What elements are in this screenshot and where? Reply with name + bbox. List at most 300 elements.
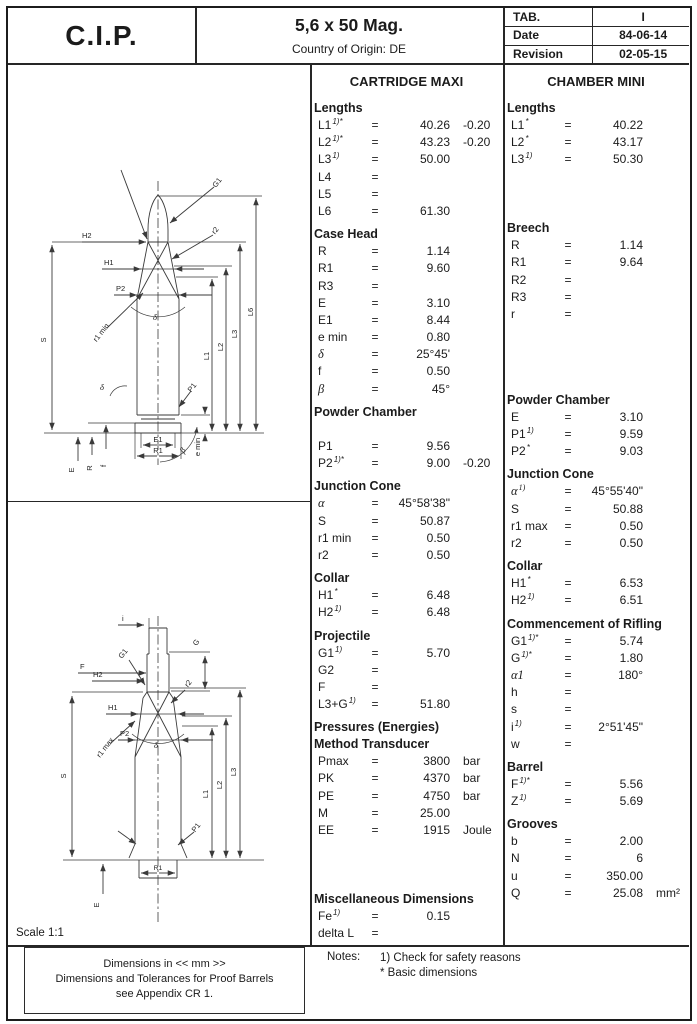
param-value	[384, 186, 450, 203]
spec-row	[310, 908, 503, 925]
equals-sign: =	[371, 697, 379, 712]
dim-label-l2: L2	[215, 780, 224, 790]
param-tolerance-or-unit: mm²	[656, 885, 680, 900]
equals-sign: =	[564, 501, 572, 516]
equals-sign: =	[564, 152, 572, 167]
param-label: $F^{1)*}$	[511, 775, 530, 791]
spec-row	[310, 381, 503, 398]
section-heading: Breech	[507, 221, 550, 236]
param-value: 43.17	[612, 135, 643, 150]
spec-row	[310, 822, 503, 839]
param-label: L4	[318, 169, 332, 184]
param-value: 2°51'45"	[598, 719, 643, 734]
param-label: r1 max	[511, 518, 548, 533]
param-tolerance-or-unit	[450, 203, 503, 220]
param-tolerance-or-unit	[450, 169, 503, 186]
chamber-mini-column	[503, 63, 689, 947]
param-tolerance-or-unit	[643, 501, 689, 518]
dim-label-r2: r2	[182, 678, 194, 689]
equals-sign: =	[371, 805, 379, 820]
equals-sign: =	[371, 588, 379, 603]
param-label: H2$^{1)}$	[318, 604, 342, 620]
dim-label-h1: H1	[104, 258, 114, 267]
cartridge-technical-drawing	[8, 63, 310, 502]
dim-label-r: R	[85, 465, 94, 471]
spec-row	[503, 134, 689, 151]
spec-row	[503, 483, 689, 500]
param-tolerance-or-unit	[643, 736, 689, 753]
equals-sign: =	[371, 513, 379, 528]
spec-row	[503, 306, 689, 323]
equals-sign: =	[371, 347, 379, 362]
spec-row	[310, 421, 503, 438]
param-value: 51.80	[419, 697, 450, 712]
param-tolerance-or-unit	[643, 443, 689, 460]
param-label: R3	[511, 289, 527, 304]
param-value	[577, 289, 643, 306]
dim-label-r2: r2	[209, 225, 221, 236]
param-tolerance-or-unit	[643, 833, 689, 850]
equals-sign: =	[564, 685, 572, 700]
param-tolerance-or-unit	[643, 426, 689, 443]
param-value: 3.10	[619, 409, 643, 424]
equals-sign: =	[564, 702, 572, 717]
param-tolerance-or-unit: -0.20	[463, 118, 491, 132]
param-label: R	[318, 244, 327, 259]
dim-label-beta: β	[177, 445, 188, 455]
param-tolerance-or-unit	[450, 329, 503, 346]
spec-row	[503, 237, 689, 254]
param-value: 180°	[618, 667, 643, 682]
param-value: 9.56	[426, 439, 450, 453]
param-label: M	[318, 805, 328, 820]
spec-row	[503, 650, 689, 667]
param-value: 0.15	[426, 908, 450, 923]
param-tolerance-or-unit	[450, 696, 503, 713]
param-label: $L1^{1)*}$	[318, 117, 343, 132]
equals-sign: =	[564, 794, 572, 809]
param-tolerance-or-unit	[643, 684, 689, 701]
equals-sign: =	[371, 456, 379, 471]
dim-label-r1: R1	[153, 446, 163, 455]
param-value: 1.14	[426, 244, 450, 259]
chamber-sections	[503, 100, 689, 902]
param-label: $L3+G^{1)}$	[318, 696, 356, 712]
section-collar	[503, 558, 689, 609]
dim-label-p2: P2	[116, 284, 126, 293]
param-value: 0.80	[426, 330, 450, 345]
param-label: H1*	[511, 575, 531, 591]
param-tolerance-or-unit: bar	[463, 771, 481, 786]
param-label: P1	[318, 439, 333, 453]
meta-label: Revision	[513, 47, 564, 61]
section-pressures-energies-	[310, 719, 503, 839]
param-label: L3$^{1)}$	[318, 151, 340, 167]
param-value	[384, 421, 450, 438]
param-value: 9.59	[619, 427, 643, 442]
spec-row	[310, 312, 503, 329]
dim-label-delta-base: δ	[100, 382, 104, 392]
param-value: 9.60	[426, 261, 450, 276]
divider	[503, 45, 689, 46]
dim-label-delta: δ	[153, 312, 157, 322]
meta-label: TAB.	[513, 10, 541, 24]
equals-sign: =	[371, 530, 379, 545]
column-title-chamber-mini: CHAMBER MINI	[547, 74, 645, 89]
equals-sign: =	[371, 496, 379, 511]
param-tolerance-or-unit	[643, 306, 689, 323]
param-label: L2*	[511, 134, 529, 150]
section-powder-chamber	[310, 404, 503, 473]
param-tolerance-or-unit: bar	[463, 788, 481, 803]
dim-label-g: G	[190, 637, 202, 648]
spec-row	[503, 701, 689, 718]
section-heading: Powder Chamber	[507, 392, 610, 407]
dimensions-note-line: see Appendix CR 1.	[115, 988, 214, 1000]
param-label: u	[511, 868, 518, 883]
spec-row	[310, 134, 503, 151]
param-tolerance-or-unit	[450, 908, 503, 925]
param-value: 4750	[423, 788, 450, 803]
param-value: 6	[636, 851, 643, 866]
param-value	[384, 925, 450, 942]
equals-sign: =	[564, 427, 572, 442]
equals-sign: =	[564, 255, 572, 270]
equals-sign: =	[371, 244, 379, 259]
equals-sign: =	[564, 776, 572, 791]
section-heading: Powder Chamber	[314, 404, 417, 419]
cartridge-maxi-column	[310, 63, 503, 947]
equals-sign: =	[564, 633, 572, 648]
meta-row-revision	[503, 45, 689, 63]
spec-row	[503, 833, 689, 850]
param-label: δ	[318, 347, 324, 362]
spec-row	[503, 426, 689, 443]
param-tolerance-or-unit	[450, 186, 503, 203]
dim-label-delta: δ	[154, 740, 158, 750]
param-value: 9.03	[619, 444, 643, 459]
equals-sign: =	[564, 272, 572, 287]
equals-sign: =	[564, 851, 572, 866]
dim-label-f: F	[80, 662, 85, 671]
cip-logo: C.I.P.	[65, 19, 138, 51]
spec-row	[503, 518, 689, 535]
param-value: 5.69	[619, 794, 643, 809]
equals-sign: =	[371, 925, 379, 940]
param-value: 25.00	[419, 805, 450, 820]
dim-label-p2: P2	[120, 729, 130, 738]
param-tolerance-or-unit	[643, 592, 689, 609]
param-tolerance-or-unit	[450, 346, 503, 363]
param-value: 8.44	[426, 312, 450, 327]
spec-row	[503, 151, 689, 168]
param-tolerance-or-unit	[643, 701, 689, 718]
equals-sign: =	[371, 261, 379, 276]
param-value: 1.14	[619, 238, 643, 253]
param-tolerance-or-unit	[450, 495, 503, 512]
param-tolerance-or-unit	[450, 604, 503, 621]
spec-row	[503, 443, 689, 460]
section-commencement-of-rifling	[503, 616, 689, 753]
section-heading: Commencement of Rifling	[507, 616, 662, 631]
param-tolerance-or-unit	[643, 850, 689, 867]
dim-label-l3: L3	[229, 767, 238, 777]
meta-label: Date	[513, 28, 540, 42]
section-miscellaneous-dimensions	[310, 891, 503, 942]
param-value	[577, 684, 643, 701]
param-tolerance-or-unit	[450, 363, 503, 380]
param-tolerance-or-unit	[643, 151, 689, 168]
dim-label-g1: G1	[116, 646, 130, 661]
param-value	[384, 662, 450, 679]
section-heading: Projectile	[314, 628, 371, 643]
spec-row	[503, 501, 689, 518]
spec-row	[503, 850, 689, 867]
dim-label-i: i	[122, 614, 124, 623]
param-label: r2	[318, 547, 329, 562]
equals-sign: =	[371, 364, 379, 379]
param-tolerance-or-unit	[643, 535, 689, 552]
dim-label-h2: H2	[82, 231, 92, 240]
dim-label-r1min: r1 min	[91, 321, 111, 344]
section-barrel	[503, 759, 689, 810]
section-heading: Case Head	[314, 227, 378, 242]
spec-row	[503, 736, 689, 753]
param-value: 4370	[423, 771, 450, 786]
param-value: 0.50	[426, 364, 450, 379]
param-tolerance-or-unit	[450, 587, 503, 604]
section-breech	[503, 220, 689, 323]
spec-row	[310, 346, 503, 363]
spec-row	[503, 667, 689, 684]
param-value: 5.74	[619, 633, 643, 648]
param-value: 0.50	[619, 518, 643, 533]
param-value: 50.87	[419, 513, 450, 528]
spec-row	[310, 770, 503, 787]
param-value	[384, 169, 450, 186]
equals-sign: =	[564, 238, 572, 253]
param-value: 25°45'	[416, 347, 450, 362]
dim-label-e: E	[92, 902, 101, 908]
param-label: G2	[318, 662, 335, 677]
param-tolerance-or-unit	[643, 650, 689, 667]
equals-sign: =	[371, 788, 379, 803]
equals-sign: =	[564, 868, 572, 883]
param-tolerance-or-unit	[643, 272, 689, 289]
param-value	[577, 306, 643, 323]
equals-sign: =	[371, 439, 379, 453]
param-value: 40.22	[612, 118, 643, 132]
equals-sign: =	[564, 667, 572, 682]
dim-label-s: S	[39, 337, 48, 343]
param-label	[310, 421, 366, 438]
equals-sign: =	[371, 278, 379, 293]
spec-row	[503, 776, 689, 793]
param-tolerance-or-unit	[643, 254, 689, 271]
param-label: e min	[318, 330, 348, 345]
meta-value: I	[641, 10, 645, 24]
spec-row	[310, 645, 503, 662]
param-tolerance-or-unit	[450, 547, 503, 564]
param-value: 0.50	[619, 536, 643, 551]
equals-sign: =	[564, 306, 572, 321]
param-value: 0.50	[426, 547, 450, 562]
param-tolerance-or-unit	[643, 868, 689, 885]
spec-row	[310, 805, 503, 822]
section-heading: Barrel	[507, 759, 544, 774]
param-value: 6.51	[619, 593, 643, 608]
param-value: 61.30	[419, 203, 450, 218]
spec-row	[503, 719, 689, 736]
dim-label-e1: E1	[153, 435, 163, 444]
spec-row	[310, 203, 503, 220]
param-label: L6	[318, 203, 332, 218]
equals-sign: =	[564, 135, 572, 150]
param-label: H1*	[318, 587, 338, 603]
spec-row	[310, 753, 503, 770]
equals-sign: =	[371, 645, 379, 660]
spec-row	[503, 684, 689, 701]
section-heading: Pressures (Energies)	[314, 720, 440, 735]
equals-sign	[366, 421, 384, 438]
dim-label-l2: L2	[216, 342, 225, 352]
param-label: Q	[511, 885, 521, 900]
param-label: β	[318, 381, 325, 396]
param-tolerance-or-unit	[643, 483, 689, 500]
param-label: S	[511, 501, 520, 516]
equals-sign: =	[564, 409, 572, 424]
param-tolerance-or-unit	[643, 134, 689, 151]
divider	[503, 26, 689, 27]
cartridge-name: 5,6 x 50 Mag.	[295, 15, 403, 35]
param-value: 6.53	[619, 576, 643, 591]
param-tolerance-or-unit	[450, 925, 503, 942]
dim-label-emin: e min	[193, 437, 202, 457]
equals-sign: =	[371, 186, 379, 201]
param-label: L5	[318, 186, 332, 201]
param-tolerance-or-unit	[643, 289, 689, 306]
equals-sign: =	[371, 312, 379, 327]
spec-row	[503, 117, 689, 134]
equals-sign: =	[564, 518, 572, 533]
param-tolerance-or-unit	[643, 237, 689, 254]
param-value: 1915	[423, 823, 450, 837]
param-value	[384, 679, 450, 696]
spec-row	[503, 535, 689, 552]
section-heading: Junction Cone	[507, 467, 594, 482]
param-value	[384, 278, 450, 295]
equals-sign: =	[371, 605, 379, 620]
param-tolerance-or-unit	[643, 518, 689, 535]
equals-sign: =	[371, 679, 379, 694]
param-value	[577, 736, 643, 753]
country-of-origin: Country of Origin: DE	[291, 42, 407, 56]
param-label: Fe$^{1)}$	[318, 907, 341, 923]
dim-label-s: S	[59, 773, 68, 779]
param-tolerance-or-unit	[450, 662, 503, 679]
spec-row	[503, 289, 689, 306]
spec-row	[310, 278, 503, 295]
scale-label: Scale 1:1	[16, 927, 64, 939]
spec-row	[310, 329, 503, 346]
spec-row	[503, 868, 689, 885]
param-tolerance-or-unit	[450, 645, 503, 662]
param-label: N	[511, 851, 520, 866]
param-value: 25.08	[612, 885, 643, 900]
param-label: delta L	[318, 925, 355, 940]
section-heading: Collar	[507, 559, 543, 574]
param-value: 45°	[431, 381, 450, 396]
section-heading: Method Transducer	[314, 737, 430, 752]
dim-label-e: E	[67, 467, 76, 473]
param-tolerance-or-unit	[450, 421, 503, 438]
param-label: E	[511, 409, 520, 424]
equals-sign: =	[371, 754, 379, 769]
param-label: R1	[318, 261, 334, 276]
param-value: 43.23	[419, 135, 450, 150]
section-heading: Miscellaneous Dimensions	[314, 891, 474, 906]
param-label: E1	[318, 312, 333, 327]
param-label: EE	[318, 823, 335, 837]
param-label: s	[511, 702, 517, 717]
param-label: $\alpha^{1)}$	[511, 483, 526, 499]
param-tolerance-or-unit	[450, 312, 503, 329]
param-label: R1	[511, 255, 527, 270]
section-lengths	[503, 100, 689, 169]
column-title-cartridge-maxi: CARTRIDGE MAXI	[349, 74, 464, 89]
spec-row	[310, 696, 503, 713]
note-item: * Basic dimensions	[380, 967, 478, 979]
param-label: G1$^{1)}$	[318, 644, 343, 660]
param-label: PE	[318, 788, 335, 803]
equals-sign: =	[564, 289, 572, 304]
param-label: S	[318, 513, 327, 528]
dim-label-l1: L1	[201, 789, 210, 799]
param-label: P1$^{1)}$	[511, 426, 534, 442]
section-junction-cone	[503, 466, 689, 552]
param-value: 2.00	[619, 834, 643, 849]
equals-sign: =	[371, 203, 379, 218]
equals-sign: =	[371, 771, 379, 786]
spec-row	[310, 117, 503, 134]
param-label: L1*	[511, 117, 529, 132]
param-value: 3800	[423, 754, 450, 769]
spec-row	[503, 254, 689, 271]
cartridge-sections	[310, 100, 503, 942]
section-heading: Lengths	[314, 101, 363, 115]
section-heading: Lengths	[507, 101, 556, 115]
param-tolerance-or-unit	[450, 438, 503, 455]
equals-sign: =	[564, 536, 572, 551]
spec-row	[310, 679, 503, 696]
spec-row	[310, 295, 503, 312]
param-value: 5.56	[619, 776, 643, 791]
param-tolerance-or-unit	[450, 381, 503, 398]
param-tolerance-or-unit	[643, 117, 689, 134]
param-value: 6.48	[426, 605, 450, 620]
equals-sign: =	[564, 118, 572, 132]
equals-sign: =	[371, 330, 379, 345]
param-tolerance-or-unit	[450, 243, 503, 260]
param-label: α	[318, 496, 325, 511]
equals-sign: =	[564, 885, 572, 900]
equals-sign: =	[371, 908, 379, 923]
spec-row	[310, 530, 503, 547]
divider	[195, 8, 197, 63]
equals-sign: =	[371, 547, 379, 562]
equals-sign: =	[371, 118, 379, 132]
equals-sign: =	[564, 719, 572, 734]
